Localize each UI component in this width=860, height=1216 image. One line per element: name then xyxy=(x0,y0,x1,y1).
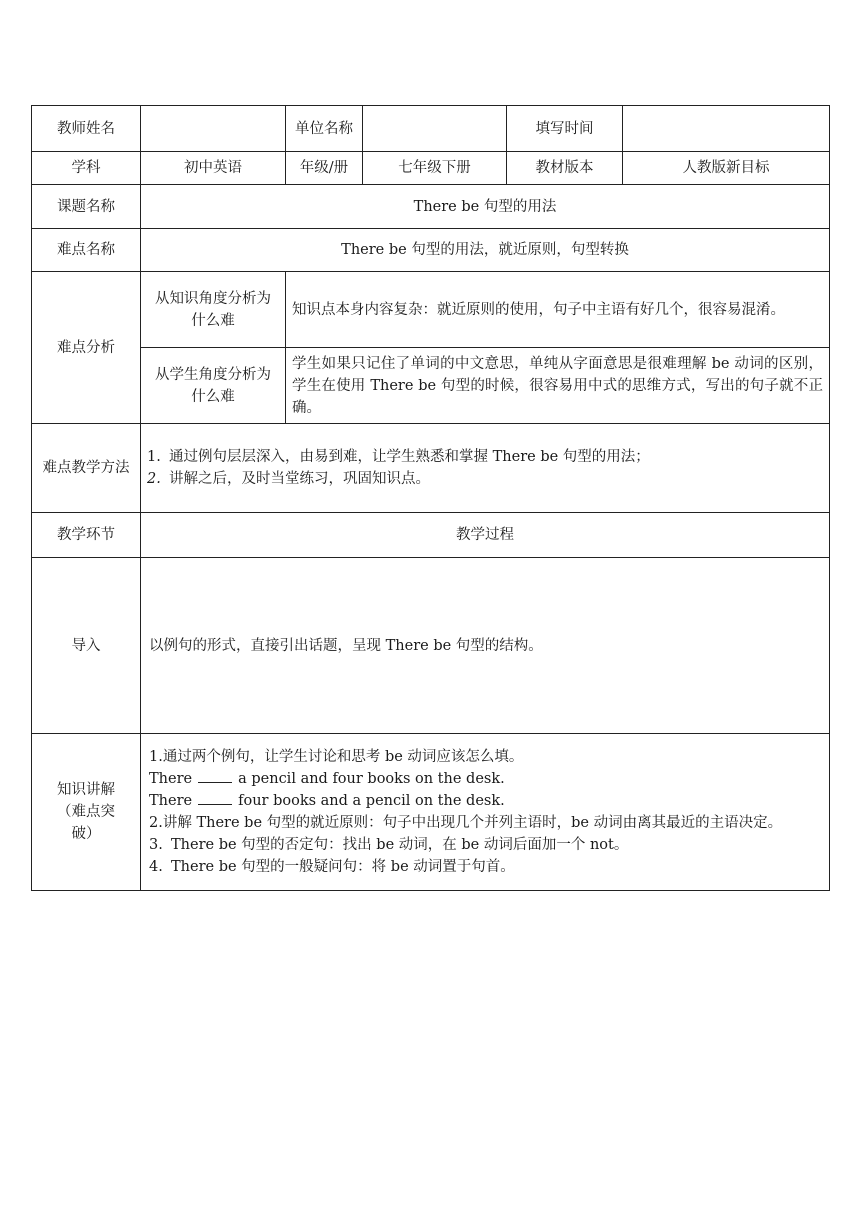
blank-line xyxy=(198,768,232,783)
method-text: 讲解之后，及时当堂练习，巩固知识点。 xyxy=(169,471,430,487)
student-angle-text: 学生如果只记住了单词的中文意思，单纯从字面意思是很难理解 be 动词的区别，学生在使用 There be 句型的时候，很容易用中式的思维方式，写出的句子就不正确。 xyxy=(286,348,830,424)
row-explanation xyxy=(32,734,830,891)
stage-header: 教学环节 xyxy=(32,513,141,558)
row-teacher-info xyxy=(32,106,830,152)
row-process-header xyxy=(32,513,830,558)
item-text: There be 句型的一般疑问句：将 be 动词置于句首。 xyxy=(171,859,515,875)
explanation-item xyxy=(149,834,823,856)
methods-label: 难点教学方法 xyxy=(32,424,141,513)
analysis-label: 难点分析 xyxy=(32,272,141,424)
explanation-label-line: 知识讲解 xyxy=(57,782,115,798)
method-item xyxy=(147,468,823,490)
example-rest: four books and a pencil on the desk. xyxy=(238,793,505,809)
row-intro xyxy=(32,558,830,734)
explanation-label xyxy=(32,734,141,891)
teacher-name-value xyxy=(141,106,286,152)
methods-content xyxy=(141,424,830,513)
textbook-label: 教材版本 xyxy=(507,152,623,185)
subject-label: 学科 xyxy=(32,152,141,185)
explanation-label-line: 破） xyxy=(71,826,101,842)
fill-time-label: 填写时间 xyxy=(507,106,623,152)
grade-label: 年级/册 xyxy=(286,152,363,185)
lesson-plan-table xyxy=(31,105,830,891)
explanation-item xyxy=(149,856,823,878)
row-topic xyxy=(32,185,830,229)
intro-text: 以例句的形式，直接引出话题，呈现 There be 句型的结构。 xyxy=(141,558,830,734)
blank-line xyxy=(198,790,232,805)
grade-value: 七年级下册 xyxy=(363,152,507,185)
textbook-value: 人教版新目标 xyxy=(623,152,830,185)
example-rest: a pencil and four books on the desk. xyxy=(238,771,505,787)
example-word: There xyxy=(149,793,193,809)
unit-name-value xyxy=(363,106,507,152)
example-sentence-1 xyxy=(149,768,823,790)
item-text: There be 句型的否定句：找出 be 动词，在 be 动词后面加一个 not。 xyxy=(171,837,629,853)
row-subject-info xyxy=(32,152,830,185)
fill-time-value xyxy=(623,106,830,152)
method-number: 2. xyxy=(147,471,161,487)
intro-label: 导入 xyxy=(32,558,141,734)
explanation-content xyxy=(141,734,830,891)
knowledge-angle-text: 知识点本身内容复杂：就近原则的使用，句子中主语有好几个，很容易混淆。 xyxy=(286,272,830,348)
process-header: 教学过程 xyxy=(141,513,830,558)
student-angle-label: 从学生角度分析为什么难 xyxy=(141,348,286,424)
unit-name-label: 单位名称 xyxy=(286,106,363,152)
method-item xyxy=(147,446,823,468)
subject-value: 初中英语 xyxy=(141,152,286,185)
topic-value: There be 句型的用法 xyxy=(141,185,830,229)
difficulty-label: 难点名称 xyxy=(32,229,141,272)
method-text: 通过例句层层深入，由易到难，让学生熟悉和掌握 There be 句型的用法； xyxy=(169,449,650,465)
explanation-label-line: （难点突 xyxy=(57,804,115,820)
item-number: 3. xyxy=(149,837,163,853)
teacher-name-label: 教师姓名 xyxy=(32,106,141,152)
difficulty-value: There be 句型的用法，就近原则，句型转换 xyxy=(141,229,830,272)
row-analysis-student xyxy=(32,348,830,424)
row-methods xyxy=(32,424,830,513)
explanation-line: 2.讲解 There be 句型的就近原则：句子中出现几个并列主语时，be 动词由离其最近的主语决定。 xyxy=(149,815,783,831)
example-sentence-2 xyxy=(149,790,823,812)
row-analysis-knowledge xyxy=(32,272,830,348)
explanation-line: 1.通过两个例句，让学生讨论和思考 be 动词应该怎么填。 xyxy=(149,749,524,765)
knowledge-angle-label: 从知识角度分析为什么难 xyxy=(141,272,286,348)
row-difficulty xyxy=(32,229,830,272)
topic-label: 课题名称 xyxy=(32,185,141,229)
method-number: 1. xyxy=(147,449,161,465)
item-number: 4. xyxy=(149,859,163,875)
example-word: There xyxy=(149,771,193,787)
